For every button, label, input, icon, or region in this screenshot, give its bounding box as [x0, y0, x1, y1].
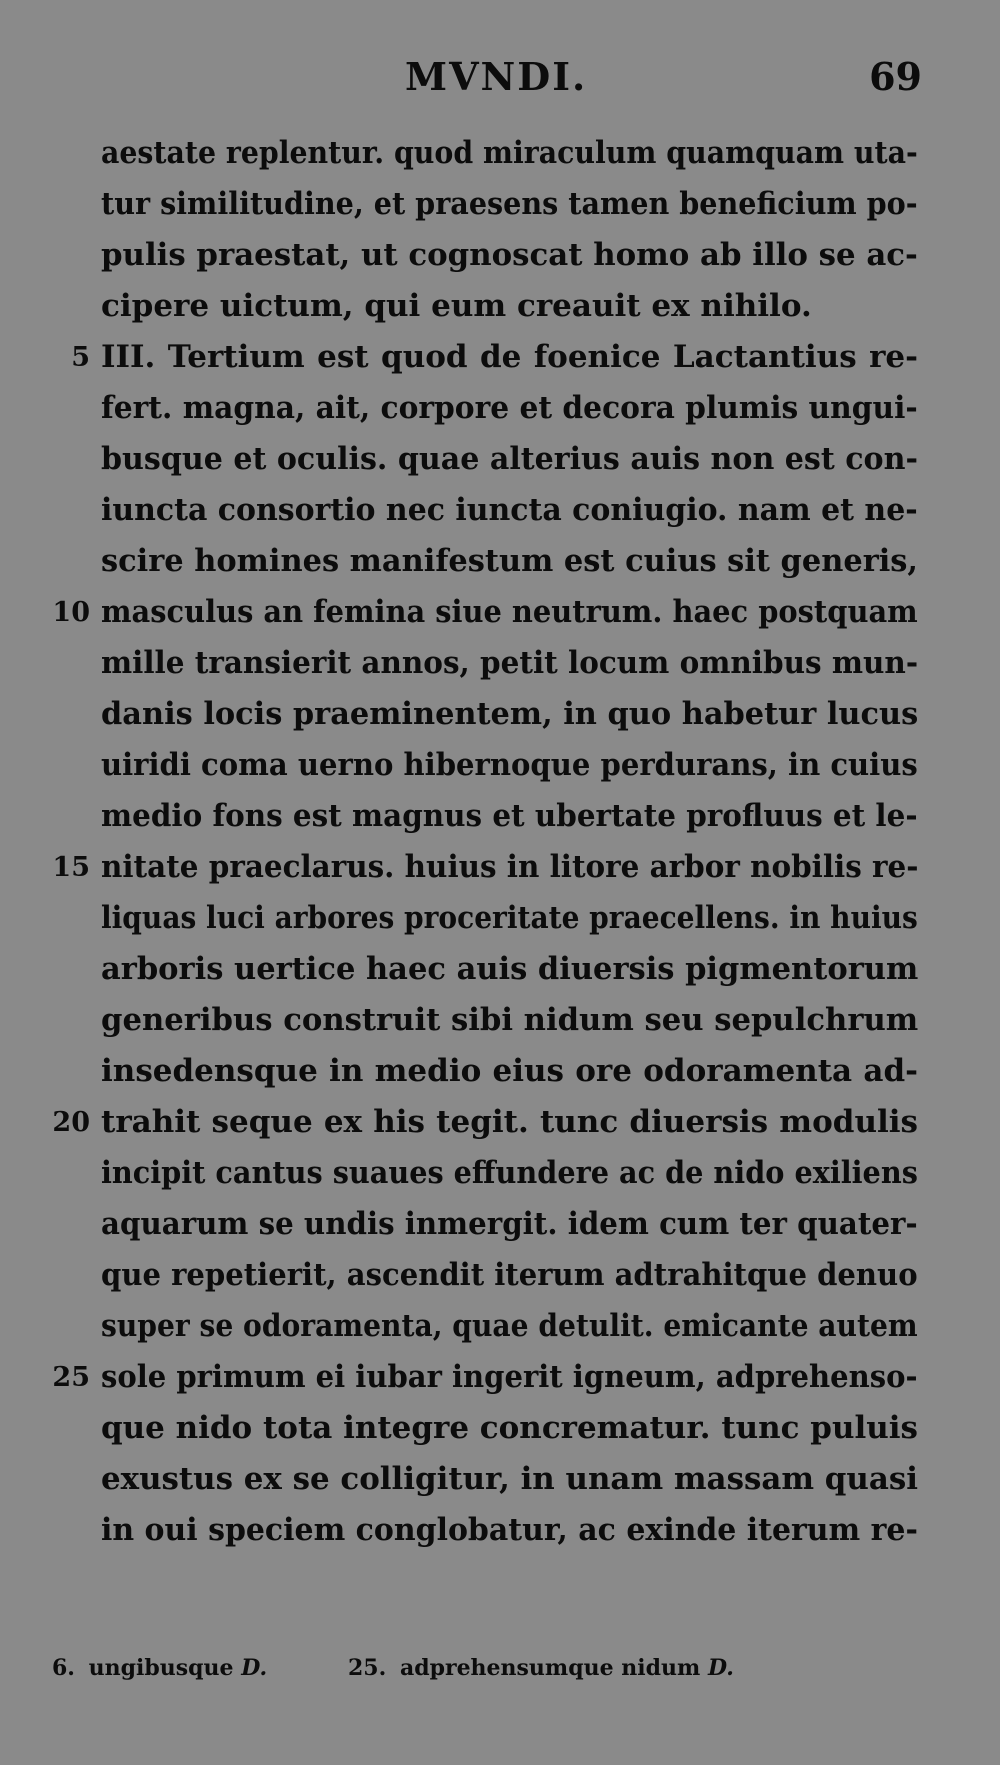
line-text: liquas luci arbores proceritate praecellens. in huius — [101, 900, 918, 936]
text-line — [0, 1301, 1000, 1352]
line-text: medio fons est magnus et ubertate profluus et le- — [101, 798, 918, 834]
text-line — [0, 1352, 1000, 1403]
line-text: nitate praeclarus. huius in litore arbor nobilis re- — [101, 849, 919, 885]
footnote — [348, 1655, 734, 1681]
line-text: iuncta consortio nec iuncta coniugio. nam et ne- — [101, 492, 918, 528]
line-text: uiridi coma uerno hibernoque perdurans, in cuius — [101, 747, 918, 783]
line-text: arboris uertice haec auis diuersis pigmentorum — [101, 951, 919, 987]
line-text: trahit seque ex his tegit. tunc diuersis modulis — [101, 1104, 918, 1140]
text-line — [0, 281, 1000, 332]
line-text: fert. magna, ait, corpore et decora plumis ungui- — [101, 390, 918, 426]
text-line — [0, 638, 1000, 689]
text-line — [0, 587, 1000, 638]
line-text: exustus ex se colligitur, in unam massam quasi — [101, 1461, 918, 1497]
line-number: 5 — [71, 342, 90, 373]
text-line — [0, 1403, 1000, 1454]
text-line — [0, 791, 1000, 842]
text-line — [0, 842, 1000, 893]
footnotes — [52, 1655, 952, 1695]
line-text: scire homines manifestum est cuius sit generis, — [101, 543, 919, 579]
text-line — [0, 230, 1000, 281]
text-line — [0, 893, 1000, 944]
footnote-variant: ungibusque — [88, 1655, 234, 1681]
line-text: super se odoramenta, quae detulit. emicante autem — [101, 1308, 918, 1344]
running-head: MVNDI. — [405, 54, 588, 99]
line-text: cipere uictum, qui eum creauit ex nihilo. — [101, 288, 812, 324]
line-text: danis locis praeminentem, in quo habetur lucus — [101, 696, 919, 732]
line-text: incipit cantus suaues effundere ac de nido exiliens — [101, 1155, 918, 1191]
page-header — [0, 54, 1000, 104]
line-text: masculus an femina siue neutrum. haec postquam — [101, 594, 918, 630]
line-text: aestate replentur. quod miraculum quamquam uta- — [101, 135, 918, 171]
line-number: 20 — [52, 1107, 90, 1138]
text-line — [0, 1250, 1000, 1301]
line-text: tur similitudine, et praesens tamen beneficium po- — [101, 186, 918, 222]
text-line — [0, 740, 1000, 791]
line-number: 25 — [52, 1362, 90, 1393]
text-line — [0, 383, 1000, 434]
line-text: busque et oculis. quae alterius auis non est con- — [101, 441, 918, 477]
text-line — [0, 128, 1000, 179]
footnote — [52, 1655, 267, 1681]
line-text: aquarum se undis inmergit. idem cum ter quater- — [101, 1206, 918, 1242]
line-text: generibus construit sibi nidum seu sepulchrum — [101, 1002, 919, 1038]
text-line — [0, 1148, 1000, 1199]
text-line — [0, 689, 1000, 740]
line-number: 15 — [52, 852, 90, 883]
footnote-line-number: 25. — [348, 1655, 387, 1681]
text-line — [0, 1454, 1000, 1505]
text-line — [0, 179, 1000, 230]
text-line — [0, 536, 1000, 587]
line-text: mille transierit annos, petit locum omnibus mun- — [101, 645, 919, 681]
footnote-line-number: 6. — [52, 1655, 75, 1681]
line-text: que repetierit, ascendit iterum adtrahitque denuo — [101, 1257, 918, 1293]
text-line — [0, 332, 1000, 383]
line-text: pulis praestat, ut cognoscat homo ab illo se ac- — [101, 237, 918, 273]
line-text: III. Tertium est quod de foenice Lactantius re- — [101, 339, 918, 375]
text-line — [0, 944, 1000, 995]
footnote-siglum: D. — [241, 1655, 268, 1681]
text-line — [0, 1199, 1000, 1250]
line-text: insedensque in medio eius ore odoramenta ad- — [101, 1053, 918, 1089]
line-text: que nido tota integre concrematur. tunc puluis — [101, 1410, 918, 1446]
line-text: in oui speciem conglobatur, ac exinde iterum re- — [101, 1512, 918, 1548]
text-line — [0, 434, 1000, 485]
text-line — [0, 1505, 1000, 1556]
line-text: sole primum ei iubar ingerit igneum, adprehenso- — [101, 1359, 918, 1395]
text-line — [0, 485, 1000, 536]
page-number: 69 — [869, 54, 922, 99]
text-line — [0, 1097, 1000, 1148]
main-text — [0, 128, 1000, 1556]
footnote-siglum: D. — [707, 1655, 734, 1681]
footnote-variant: adprehensumque nidum — [399, 1655, 701, 1681]
line-number: 10 — [52, 597, 90, 628]
text-line — [0, 995, 1000, 1046]
text-line — [0, 1046, 1000, 1097]
